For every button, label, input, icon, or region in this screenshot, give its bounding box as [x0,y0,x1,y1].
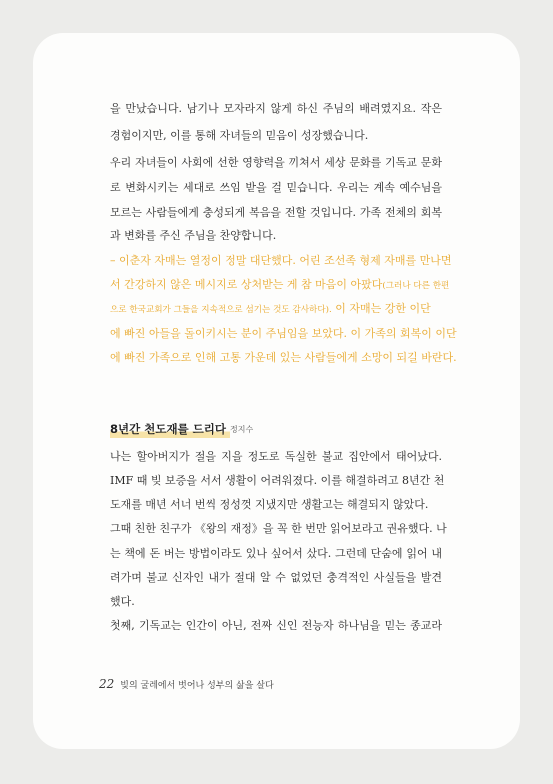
comment-line [110,277,450,294]
story-line: 첫째, 기독교는 인간이 아닌, 전짜 신인 전능자 하나님을 믿는 종교라 [110,619,442,632]
section-title: 8년간 천도재를 드리다 [110,421,230,438]
comment-line [110,301,442,318]
comment-text: 서 간강하지 않은 메시지로 상처받는 게 참 마음이 아팠다 [110,278,383,291]
story-line: 려가며 불교 신자인 내가 절대 알 수 없었던 충격적인 사실들을 발견 [110,571,442,584]
comment-text: 이 자매는 강한 이단 [331,302,431,315]
running-title: 빚의 굴레에서 벗어나 성부의 삶을 살다 [120,681,274,691]
story-line: 그때 친한 친구가 《왕의 재정》을 꼭 한 번만 읽어보라고 권유했다. 나 [110,522,447,535]
story-line: 나는 할아버지가 절을 지을 정도로 독실한 불교 집안에서 태어났다. [110,450,442,463]
body-line: 과 변화를 주신 주님을 찬양합니다. [110,229,277,242]
body-line: 경험이지만, 이를 통해 자녀들의 믿음이 성장했습니다. [110,129,369,142]
page-footer [99,673,274,692]
body-line: 모르는 사람들에게 충성되게 복음을 전할 것입니다. 가족 전체의 회복 [110,206,442,219]
story-line: IMF 때 빚 보증을 서서 생활이 어려워졌다. 이를 해결하려고 8년간 천 [110,474,445,487]
body-line: 로 변화시키는 세대로 쓰임 받을 걸 믿습니다. 우리는 계속 예수님을 [110,181,442,194]
comment-line: 에 빠진 가족으로 인해 고통 가운데 있는 사람들에게 소망이 되길 바란다. [110,351,457,364]
comment-aside: (그러나 다른 한편 [382,281,450,291]
comment-aside: 으로 한국교회가 그들을 지속적으로 섬기는 것도 감사하다). [110,305,332,315]
comment-line: – 이춘자 자매는 열정이 정말 대단했다. 어린 조선족 형제 자매를 만나면 [110,254,452,267]
story-line: 는 책에 돈 버는 방법이라도 있나 싶어서 샀다. 그런데 단숨에 읽어 내 [110,547,442,560]
body-line: 우리 자녀들이 사회에 선한 영향력을 끼쳐서 세상 문화를 기독교 문화 [110,156,442,169]
section-author: 정지수 [230,425,254,434]
comment-line: 에 빠진 아들을 돌이키시는 분이 주님임을 보았다. 이 가족의 회복이 이단 [110,327,457,340]
body-line: 을 만났습니다. 남기나 모자라지 않게 하신 주님의 배려였지요. 작은 [110,102,442,115]
story-line: 했다. [110,595,135,608]
story-line: 도재를 매년 서너 번씩 정성껏 지냈지만 생활고는 해결되지 않았다. [110,498,429,511]
page-number: 22 [99,677,115,691]
